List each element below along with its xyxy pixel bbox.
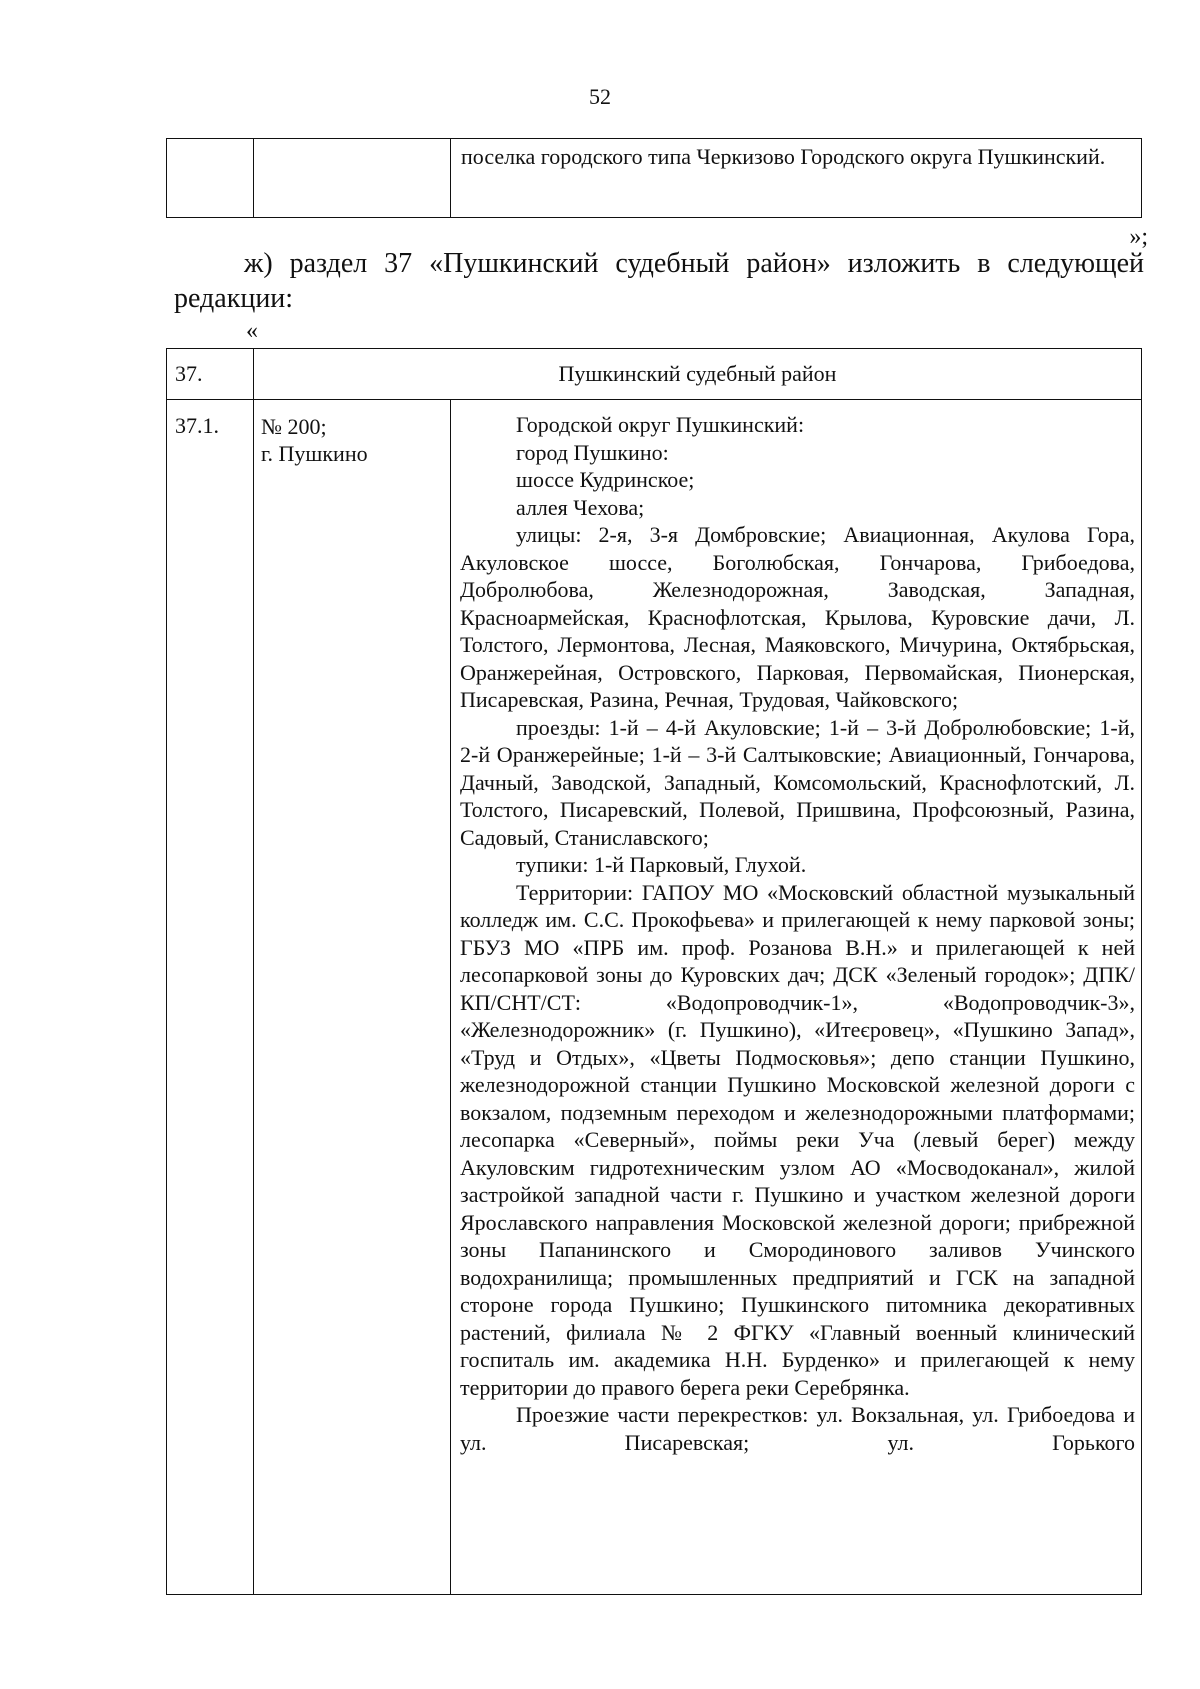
- intersections-paragraph: Проезжие части перекрестков: ул. Вокзальная, ул. Грибоедова и ул. Писаревская; ул. Горького: [460, 1402, 1135, 1455]
- closing-quote: »;: [1129, 224, 1148, 250]
- territory-cell: поселка городского типа Черкизово Городского округа Пушкинский.: [461, 144, 1106, 169]
- table-divider: [450, 139, 451, 217]
- table-divider: [253, 349, 254, 1594]
- city-line: город Пушкино:: [516, 439, 669, 465]
- alley-line: аллея Чехова;: [516, 494, 645, 520]
- highway-line: шоссе Кудринское;: [516, 467, 695, 492]
- section-title: Пушкинский судебный район: [558, 361, 837, 386]
- court-cell: [261, 413, 441, 467]
- streets-paragraph: улицы: 2-я, 3-я Домбровские; Авиационная, Акулова Гора, Акуловское шоссе, Боголюбская, Гончарова, Грибоедова, Добролюбова, Железнодорожная, Заводская, Западная, Красноармейская, Краснофлотская, Крылова, Куровские дачи, Л. Толстого, Лермонтова, Лесная, Маяковского, Мичурина, Октябрьская, Оранжерейная, Островского, Парковая, Первомайская, Пионерская, Писаревская, Разина, Речная, Трудовая, Чайковского;: [460, 522, 1135, 712]
- row-number: 37.1.: [175, 413, 219, 438]
- amendment-paragraph: ж) раздел 37 «Пушкинский судебный район» изложить в следующей редакции:: [174, 248, 1144, 314]
- table-header-divider: [167, 399, 1141, 400]
- section-number: 37.: [175, 361, 203, 386]
- table-divider: [253, 139, 254, 217]
- continuation-table: [166, 138, 1142, 218]
- court-place: г. Пушкино: [261, 441, 368, 466]
- opening-quote: «: [246, 318, 258, 344]
- page-number: 52: [589, 84, 611, 109]
- court-number: № 200;: [261, 414, 327, 439]
- passages-paragraph: проезды: 1-й – 4-й Акуловские; 1-й – 3-й Добролюбовские; 1-й, 2-й Оранжерейные; 1-й – 3-й Салтыковские; Авиационный, Гончарова, Дачный, Заводской, Западный, Комсомольский, Краснофлотский, Л. Толстого, Писаревский, Полевой, Пришвина, Профсоюзный, Разина, Садовый, Станиславского;: [460, 714, 1135, 850]
- territory-description: [460, 411, 1135, 1456]
- court-district-table: [166, 348, 1142, 1595]
- dead-ends-line: тупики: 1-й Парковый, Глухой.: [516, 852, 807, 877]
- table-divider: [450, 399, 451, 1594]
- territories-paragraph: Территории: ГАПОУ МО «Московский областной музыкальный колледж им. С.С. Прокофьева» и прилегающей к нему парковой зоны; ГБУЗ МО «ПРБ им. проф. Розанова В.Н.» и прилегающей к ней лесопарковой зоны до Куровских дач; ДСК «Зеленый городок»; ДПК/КП/СНТ/СТ: «Водопроводчик-1», «Водопроводчик-3», «Железнодорожник» (г. Пушкино), «Итеєровец», «Пушкино Запад», «Труд и Отдых», «Цветы Подмосковья»; депо станции Пушкино, железнодорожной станции Пушкино Московской железной дороги с вокзалом, подземным переходом и железнодорожными платформами; лесопарка «Северный», поймы реки Уча (левый берег) между Акуловским гидротехническим узлом АО «Мосводоканал», жилой застройкой западной части г. Пушкино и участком железной дороги Ярославского направления Московской железной дороги; прибрежной зоны Папанинского и Смородинового заливов Учинского водохранилища; промышленных предприятий и ГСК на западной стороне города Пушкино; Пушкинского питомника декоративных растений, филиала № 2 ФГКУ «Главный военный клинический госпиталь им. академика Н.Н. Бурденко» и прилегающей к нему территории до правого берега реки Серебрянка.: [460, 879, 1135, 1400]
- district-line: Городской округ Пушкинский:: [516, 412, 805, 437]
